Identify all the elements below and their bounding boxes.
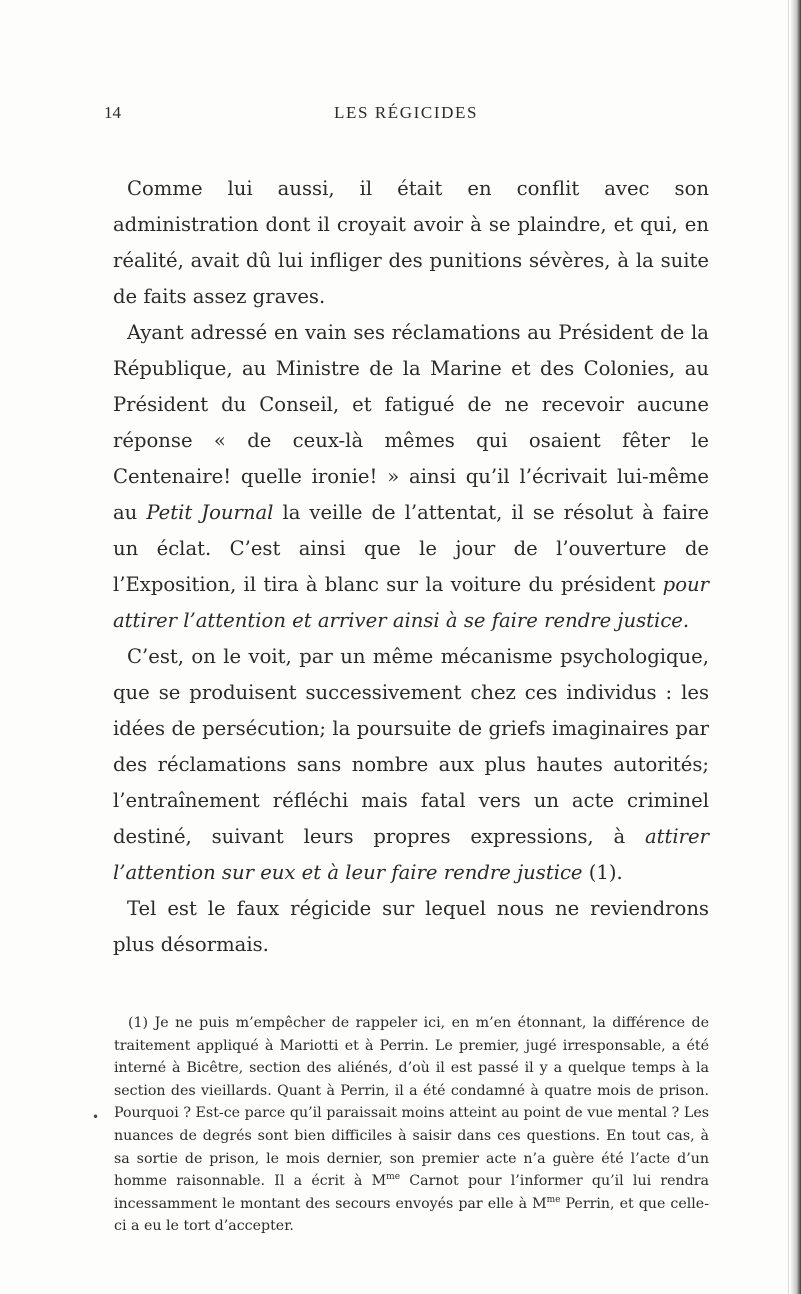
margin-mark: •: [92, 1110, 100, 1124]
body-text: [113, 171, 709, 963]
paragraph-2-text-start: Ayant adressé en vain ses réclamations au Président de la République, au Ministre de la Marine et des Colonies, au Président du Conseil, et fatigué de ne recevoir aucune réponse « de ceux-là mêmes qui osaient fêter le Centenaire! quelle ironie! » ainsi qu’il l’écrivait lui-même au: [113, 321, 709, 524]
paragraph-2: [113, 315, 709, 639]
paragraph-3-text-start: C’est, on le voit, par un même mécanisme psychologique, que se produisent successivement chez ces individus : les idées de persécution; la poursuite de griefs imaginaires par des réclamations sans nombre aux plus hautes autorités; l’entraînement réfléchi mais fatal vers un acte criminel destiné, suivant leurs propres expressions, à: [113, 645, 709, 848]
paragraph-1-text: Comme lui aussi, il était en conflit avec son administration dont il croyait avoir à se plaindre, et qui, en réalité, avait dû lui infliger des punitions sévères, à la suite de faits assez graves.: [113, 177, 709, 308]
running-title: LES RÉGICIDES: [334, 103, 479, 122]
page-edge-shadow: [791, 0, 801, 1294]
page-edge-line: [788, 0, 789, 1294]
page-number: 14: [104, 103, 121, 122]
paragraph-4-text: Tel est le faux régicide sur lequel nous ne reviendrons plus désormais.: [113, 897, 709, 956]
page-header: [104, 103, 714, 133]
newspaper-title: Petit Journal: [146, 501, 274, 524]
footnote-superscript-1: me: [386, 1172, 401, 1183]
footnote-text-3: Perrin, et que celle-ci a eu le tort d’accepter.: [114, 1195, 709, 1235]
paragraph-3: [113, 639, 709, 891]
paragraph-3-italic-quote: attirer l’attention sur eux et à leur faire rendre justice: [113, 825, 709, 884]
footnote-text-1: (1) Je ne puis m’empêcher de rappeler ici, en m’en étonnant, la différence de traitement appliqué à Mariotti et à Perrin. Le premier, jugé irresponsable, a été interné à Bicêtre, section des aliénés, d’où il est passé il y a quelque temps à la section des vieillards. Quant à Perrin, il a été condamné à quatre mois de prison. Pourquoi ? Est-ce parce qu’il paraissait moins atteint au point de vue mental ? Les nuances de degrés sont bien difficiles à saisir dans ces questions. En tout cas, à sa sortie de prison, le mois dernier, son premier acte n’a guère été l’acte d’un homme raisonnable. Il a écrit à M: [114, 1015, 709, 1190]
footnote-reference: (1).: [582, 861, 623, 884]
paragraph-4: [113, 891, 709, 963]
paragraph-1: [113, 171, 709, 315]
footnote-superscript-2: me: [546, 1194, 561, 1205]
paragraph-2-text-middle: la veille de l’attentat, il se résolut à faire un éclat. C’est ainsi que le jour de l’ouverture de l’Exposition, il tira à blanc sur la voiture du président: [113, 501, 709, 596]
footnote-text-2: Carnot pour l’informer qu’il lui rendra incessamment le montant des secours envoyés par elle à M: [114, 1173, 709, 1212]
paragraph-2-italic-quote: pour attirer l’attention et arriver ainsi à se faire rendre justice.: [113, 573, 709, 632]
footnote: [114, 1012, 709, 1238]
